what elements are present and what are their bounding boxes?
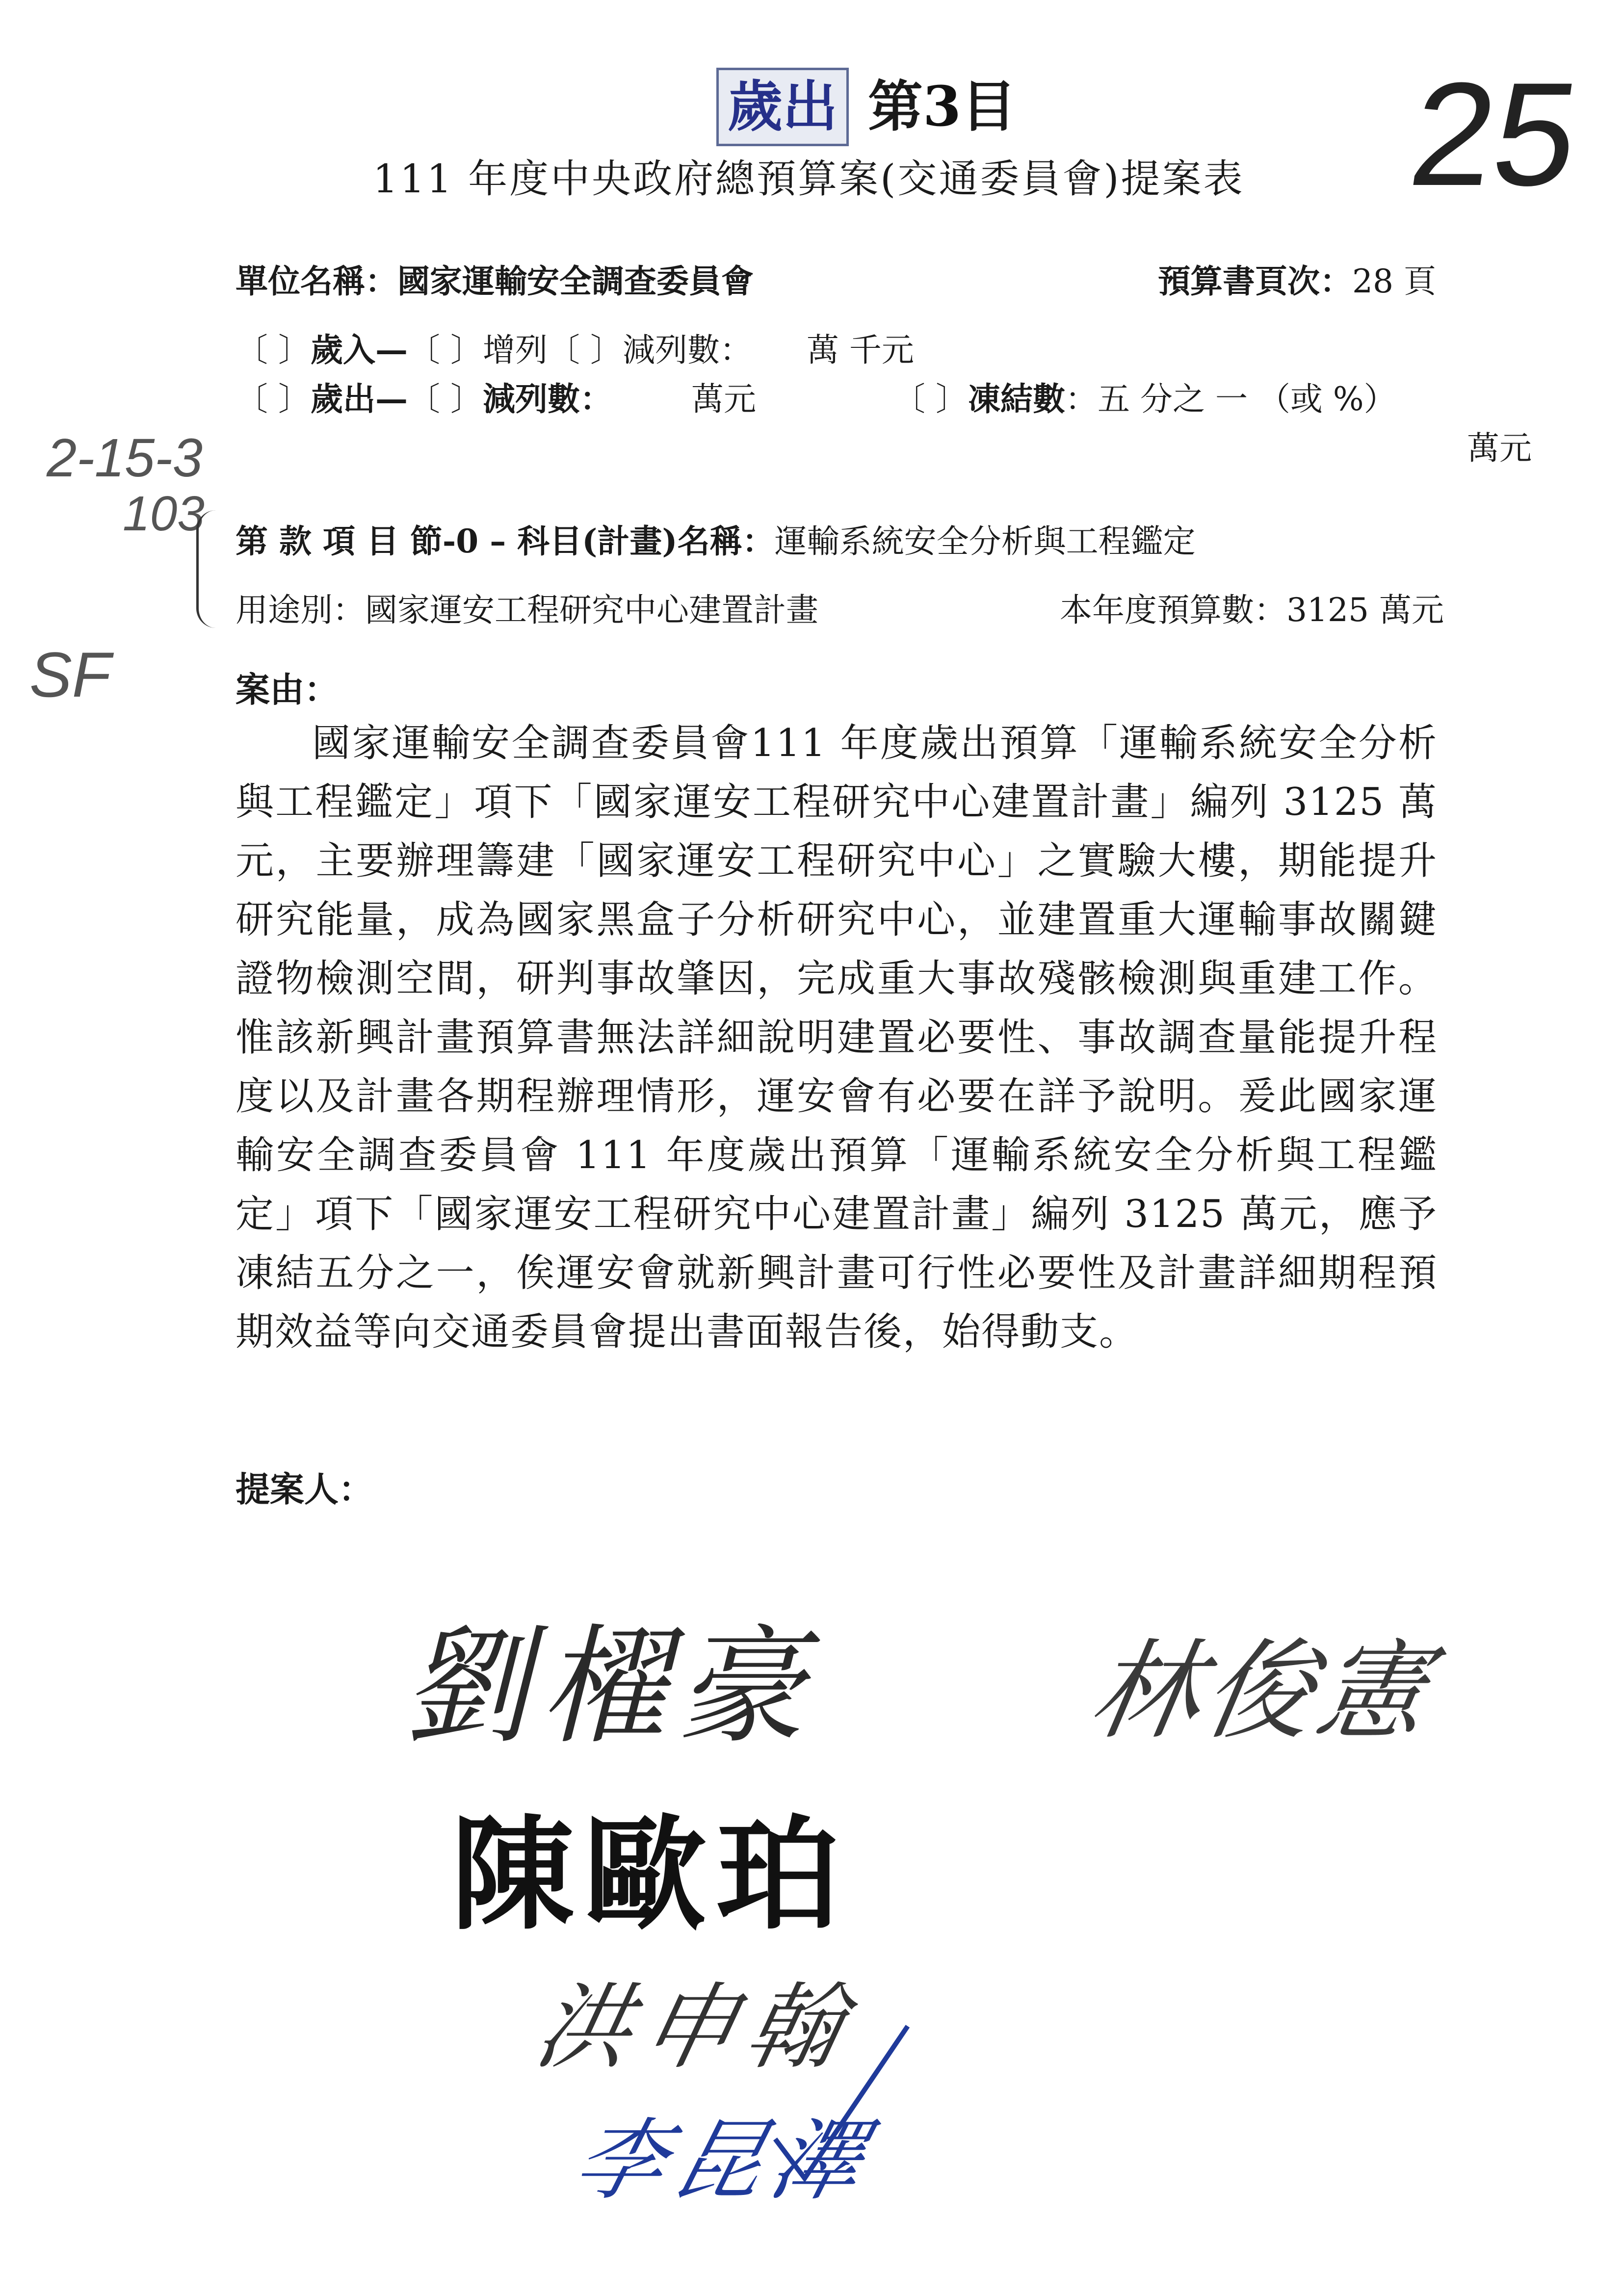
margin-sub: 103 (123, 486, 205, 541)
signature-5: 李昆澤 (564, 2110, 885, 2212)
budget-page-label: 預算書頁次： (1158, 262, 1352, 300)
item-line-1 (236, 515, 1196, 562)
reason-body: 國家運輸安全調查委員會111 年度歲出預算「運輸系統安全分析與工程鑑定」項下「國家運安工程研究中心建置計畫」編列 3125 萬元，主要辦理籌建「國家運安工程研究中心」之實驗大樓，期能提升研究能量，成為國家黑盒子分析研究中心，並建置重大運輸事故關鍵證物檢測空間，研判事故肇因，完成重大事故殘骸檢測與重建工作。惟該新興計畫預算書無法詳細說明建置必要性、事故調查量能提升程度以及計畫各期程辦理情形，運安會有必要在詳予說明。爰此國家運輸安全調查委員會 111 年度歲出預算「運輸系統安全分析與工程鑑定」項下「國家運安工程研究中心建置計畫」編列 3125 萬元，應予凍結五分之一，俟運安會就新興計畫可行性必要性及計畫詳細期程預期效益等向交通委員會提出書面報告後，始得動支。 (236, 721, 1438, 1354)
expense-line (236, 373, 756, 419)
expense-decrease-checkbox: 〔 〕 (407, 380, 483, 418)
freeze-value: ：五 分之 一 （或 %） (1065, 380, 1396, 418)
stamp-number: 3 (923, 75, 961, 139)
decrease-label: 減列數： (622, 331, 752, 369)
freeze-checkbox: 〔 〕 (893, 380, 968, 418)
freeze-section (893, 373, 1396, 419)
expense-amount: 萬元 (691, 380, 756, 418)
revenue-amount: 萬 千元 (806, 331, 914, 369)
unit-label: 單位名稱： (236, 262, 397, 300)
signature-3: 陳歐珀 (451, 1803, 849, 1946)
budget-page-value: 28 頁 (1352, 262, 1436, 300)
item-bracket (196, 510, 228, 628)
reason-heading: 案由： (236, 669, 339, 710)
document-title: 111 年度中央政府總預算案(交通委員會)提案表 (373, 156, 1245, 202)
stamp-suffix: 目 (961, 75, 1016, 139)
item-line-2 (236, 584, 818, 630)
stamp-box: 歲出 (716, 68, 849, 146)
margin-initials: SF (29, 639, 111, 710)
budget-page (1158, 255, 1436, 302)
item-line2-value: 國家運安工程研究中心建置計畫 (365, 591, 818, 629)
signature-checkmark (765, 2016, 922, 2193)
unit-name: 國家運輸安全調查委員會 (397, 262, 754, 300)
revenue-line (236, 324, 914, 370)
expense-checkbox: 〔 〕 (236, 380, 311, 418)
increase-checkbox: 〔 〕 (407, 331, 483, 369)
annual-budget-value: 3125 萬元 (1286, 591, 1444, 629)
freeze-unit: 萬元 (1467, 429, 1532, 467)
freeze-label: 凍結數 (968, 380, 1065, 418)
signature-2: 林俊憲 (1081, 1628, 1442, 1754)
increase-label: 增列 (482, 331, 548, 369)
handwritten-page-number: 25 (1401, 52, 1589, 216)
proposers-heading: 提案人： (236, 1469, 373, 1510)
revenue-checkbox: 〔 〕 (236, 331, 311, 369)
signature-4: 洪申翰 (526, 1973, 865, 2082)
decrease-checkbox: 〔 〕 (547, 331, 623, 369)
expense-decrease-label: 減列數： (482, 380, 612, 418)
stamp-prefix: 第 (868, 75, 923, 139)
unit-row (236, 255, 754, 302)
expense-label: 歲出— (310, 380, 408, 418)
category-stamp (716, 63, 1016, 146)
item-line2-label: 用途別： (236, 591, 365, 629)
item-line1-label: 第 款 項 目 節-0 – 科目(計畫)名稱： (236, 522, 775, 560)
annual-budget (1060, 584, 1444, 630)
annual-budget-label: 本年度預算數： (1060, 591, 1286, 629)
revenue-label: 歲入— (310, 331, 408, 369)
margin-code: 2-15-3 (47, 428, 203, 488)
signature-1: 劉櫂豪 (402, 1613, 814, 1761)
item-line1-value: 運輸系統安全分析與工程鑑定 (774, 522, 1196, 560)
